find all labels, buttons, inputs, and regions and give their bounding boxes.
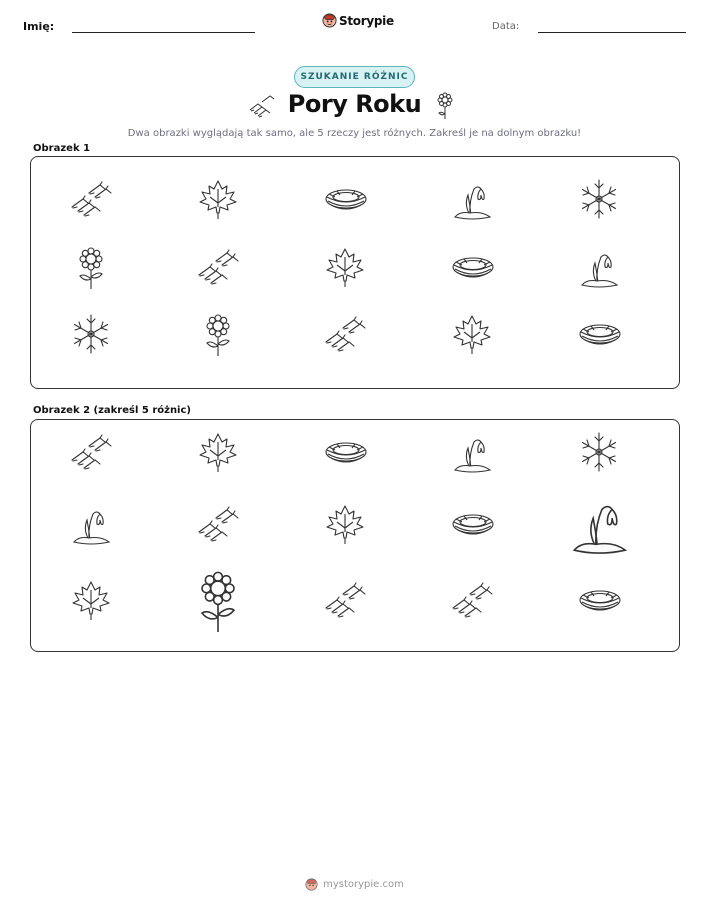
geese-icon — [323, 312, 367, 356]
nest-icon — [450, 245, 494, 289]
sunflower-icon — [196, 312, 240, 356]
geese-icon — [196, 502, 240, 546]
pie-mascot-icon — [305, 878, 318, 891]
picture-cell[interactable] — [196, 430, 240, 474]
picture-cell[interactable] — [577, 578, 621, 622]
sunflower-decoration-icon — [434, 92, 456, 120]
instruction-text: Dwa obrazki wyglądają tak samo, ale 5 rzeczy jest różnych. Zakreśl je na dolnym obrazku! — [127, 128, 582, 139]
picture-1-panel — [30, 156, 680, 389]
picture-cell[interactable] — [567, 492, 631, 556]
picture-cell[interactable] — [450, 502, 494, 546]
pie-mascot-icon — [322, 13, 337, 28]
picture-cell[interactable] — [450, 578, 494, 622]
picture-cell — [69, 177, 113, 221]
picture-cell — [577, 245, 621, 289]
picture-cell[interactable] — [450, 430, 494, 474]
picture-cell — [196, 177, 240, 221]
sunflower-icon — [186, 568, 250, 632]
snowdrop-icon — [69, 502, 113, 546]
snowdrop-icon — [450, 430, 494, 474]
nest-icon — [323, 177, 367, 221]
name-label: Imię: — [23, 20, 55, 33]
nest-icon — [450, 502, 494, 546]
picture-cell[interactable] — [69, 430, 113, 474]
maple-leaf-icon — [196, 430, 240, 474]
picture-cell — [196, 312, 240, 356]
geese-icon — [69, 430, 113, 474]
snowdrop-icon — [577, 245, 621, 289]
snowflake-icon — [577, 177, 621, 221]
picture-cell[interactable] — [323, 502, 367, 546]
footer — [0, 878, 709, 891]
picture-cell — [577, 312, 621, 356]
maple-leaf-icon — [323, 245, 367, 289]
picture-cell — [69, 312, 113, 356]
panel-1-label: Obrazek 1 — [33, 143, 91, 154]
snowflake-icon — [69, 312, 113, 356]
picture-cell — [450, 312, 494, 356]
geese-icon — [450, 578, 494, 622]
picture-cell — [323, 312, 367, 356]
picture-cell — [450, 177, 494, 221]
geese-icon — [69, 177, 113, 221]
picture-cell[interactable] — [323, 578, 367, 622]
sunflower-icon — [69, 245, 113, 289]
activity-badge: SZUKANIE RÓŻNIC — [294, 66, 415, 88]
maple-leaf-icon — [323, 502, 367, 546]
date-label: Data: — [492, 21, 520, 32]
picture-cell — [69, 245, 113, 289]
snowflake-icon — [577, 430, 621, 474]
picture-cell[interactable] — [186, 568, 250, 632]
picture-2-panel[interactable] — [30, 419, 680, 652]
nest-icon — [323, 430, 367, 474]
picture-cell[interactable] — [577, 430, 621, 474]
maple-leaf-icon — [69, 578, 113, 622]
picture-cell — [323, 177, 367, 221]
picture-cell — [577, 177, 621, 221]
footer-url: mystorypie.com — [323, 879, 404, 890]
brand-logo — [322, 13, 394, 28]
snowdrop-icon — [567, 492, 631, 556]
picture-cell — [323, 245, 367, 289]
nest-icon — [577, 578, 621, 622]
page-title: Pory Roku — [287, 90, 422, 118]
picture-cell — [196, 245, 240, 289]
picture-cell[interactable] — [69, 578, 113, 622]
date-line[interactable] — [538, 32, 686, 33]
maple-leaf-icon — [196, 177, 240, 221]
maple-leaf-icon — [450, 312, 494, 356]
snowdrop-icon — [450, 177, 494, 221]
nest-icon — [577, 312, 621, 356]
geese-icon — [196, 245, 240, 289]
brand-name: Storypie — [339, 13, 394, 28]
picture-cell[interactable] — [196, 502, 240, 546]
picture-cell[interactable] — [323, 430, 367, 474]
geese-icon — [323, 578, 367, 622]
picture-cell[interactable] — [69, 502, 113, 546]
panel-2-label: Obrazek 2 (zakreśl 5 różnic) — [33, 405, 191, 416]
name-line[interactable] — [72, 32, 255, 33]
picture-cell — [450, 245, 494, 289]
